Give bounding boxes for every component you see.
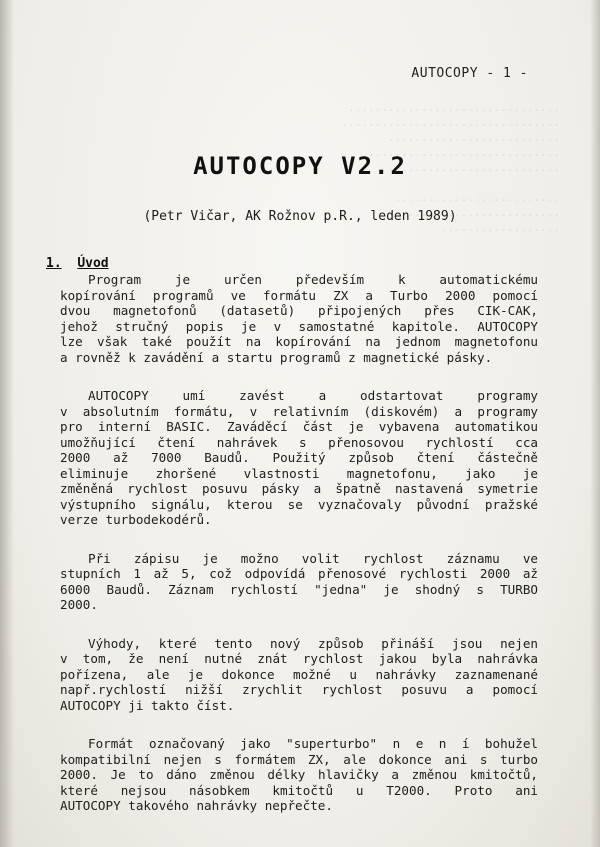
document-title: AUTOCOPY V2.2 [193, 152, 407, 180]
paragraph-line: v absolutním formátu, v relativním (diskovém) a programy [60, 403, 538, 419]
paragraph-line: AUTOCOPY ji takto číst. [60, 697, 235, 713]
paragraph-line: 6000 Baudů. Záznam rychlostí "jedna" je shodný s TURBO [60, 581, 538, 597]
scan-shadow-right [590, 0, 600, 847]
paragraph [60, 388, 538, 528]
paragraph-line: verze turbodekodérů. [60, 512, 212, 527]
paragraph [60, 736, 538, 814]
bleed-through-texture: ................................ ................................. .......................... ............................. .......................... ......................... ......................... .................. [341, 101, 560, 234]
paragraph-line: výstupního signálu, kterou se vyznačovaly původní pražské [60, 496, 538, 512]
section-heading [46, 256, 109, 271]
running-head: AUTOCOPY - 1 - [411, 66, 528, 81]
paragraph-line: např.rychlostí nižší zrychlit rychlost posuvu a pomocí [60, 682, 538, 697]
paragraph-line: Výhody, které tento nový způsob přináší jsou nejen [88, 635, 538, 651]
paragraph-line: změněná rychlost posuvu pásky a špatně nastavená symetrie [60, 481, 538, 496]
paragraph [60, 551, 538, 613]
paragraph-line: 2000. Je to dáno změnou délky hlavičky a změnou kmitočtů, [60, 767, 538, 782]
paragraph-line: kopírování programů ve formátu ZX a Turbo 2000 pomocí [60, 287, 538, 303]
paragraph-line: AUTOCOPY umí zavést a odstartovat programy [88, 388, 538, 403]
paragraph-line: kompatibilní nejen s formátem ZX, ale dokonce ani s turbo [60, 751, 538, 767]
paragraph-line: dvou magnetofonů (datasetů) připojených přes CIK-CAK, [60, 303, 538, 318]
paragraph-line: a rovněž k zavádění a startu programů z magnetické pásky. [60, 349, 493, 365]
paragraph-line: jehož stručný popis je v samostatné kapitole. AUTOCOPY [60, 318, 538, 334]
paragraph-line: 2000 až 7000 Baudů. Použitý způsob čtení částečně [60, 450, 538, 465]
paragraph-line: umožňující čtení nahrávek s přenosovou rychlostí cca [60, 434, 538, 450]
body-text [60, 272, 538, 837]
paragraph-line: 2000. [60, 597, 98, 612]
section-title: Úvod [77, 256, 109, 271]
section-number: 1. [46, 256, 62, 271]
paragraph-line: v tom, že není nutné znát rychlost jakou byla nahrávka [60, 651, 538, 666]
byline: (Petr Vičar, AK Rožnov p.R., leden 1989) [143, 209, 457, 224]
paragraph-line: Program je určen především k automatickému [88, 272, 538, 287]
paragraph-line: eliminuje zhoršené vlastnosti magnetofonu, jako je [60, 465, 538, 481]
paragraph-line: pořízena, ale je dokonce možné u nahrávky zaznamenané [60, 666, 538, 682]
paragraph-line: které nejsou násobkem kmitočtů u T2000. Proto ani [60, 782, 538, 798]
paragraph-line: stupních 1 až 5, což odpovídá přenosové rychlosti 2000 až [60, 566, 538, 581]
paragraph-line: AUTOCOPY takového nahrávky nepřečte. [60, 798, 333, 813]
scan-shadow-left [0, 0, 14, 847]
paragraph [60, 272, 538, 365]
paragraph-line: Formát označovaný jako "superturbo" n e n í bohužel [88, 736, 538, 751]
paragraph-line: lze však také použít na kopírování na jednom magnetofonu [60, 334, 538, 349]
paragraph [60, 636, 538, 714]
paragraph-line: Při zápisu je možno volit rychlost záznamu ve [88, 550, 538, 566]
paragraph-line: pro interní BASIC. Zaváděcí část je vybavena automatikou [60, 419, 538, 434]
